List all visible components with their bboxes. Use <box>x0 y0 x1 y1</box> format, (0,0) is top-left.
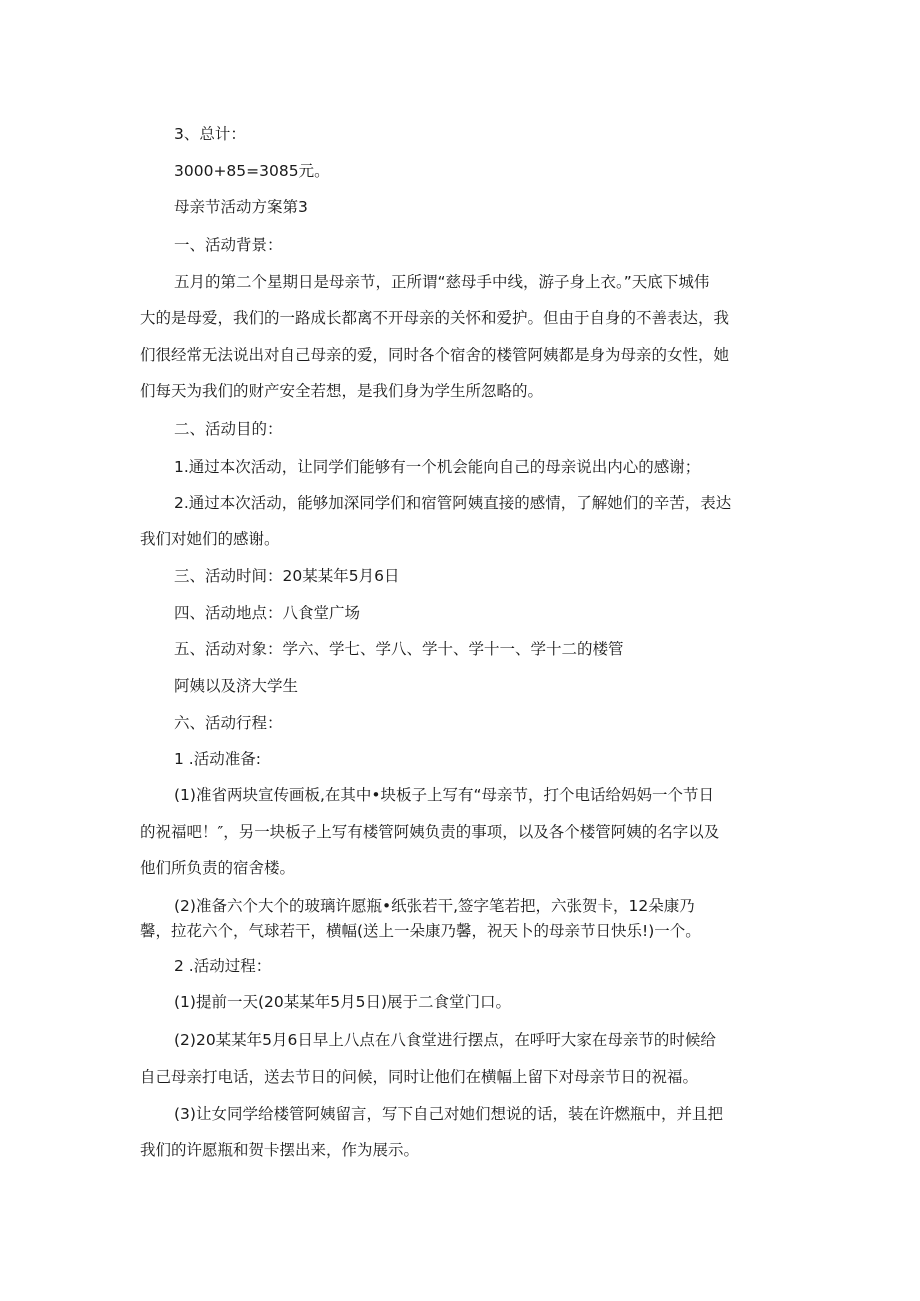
section-title: 母亲节活动方案第3 <box>174 198 308 216</box>
process-item-3-line-1: (3)让女同学给楼管阿姨留言，写下自己对她们想说的话，装在许燃瓶中，并且把 <box>174 1105 723 1123</box>
background-paragraph-line-1: 五月的第二个星期日是母亲节，正所谓“慈母手中线，游子身上衣。”天底下城伟 <box>174 273 710 291</box>
heading-background: 一、活动背景： <box>174 236 283 254</box>
preparation-item-1-line-3: 他们所负责的宿舍楼。 <box>140 859 296 877</box>
total-value: 3000+85=3085元。 <box>174 162 330 180</box>
background-paragraph-line-4: 们每天为我们的财产安全若想，是我们身为学生所忽略的。 <box>140 382 544 400</box>
process-item-2-line-2: 自己母亲打电话，送去节日的问候，同时让他们在横幅上留下对母亲节日的祝福。 <box>140 1068 699 1086</box>
preparation-heading: 1 .活动准备: <box>174 750 261 768</box>
total-heading: 3、总计： <box>174 125 246 143</box>
process-heading: 2 .活动过程： <box>174 957 272 975</box>
purpose-item-1: 1.通过本次活动，让同学们能够有一个机会能向自己的母亲说出内心的感谢； <box>174 458 701 476</box>
heading-schedule: 六、活动行程： <box>174 714 283 732</box>
process-item-2-line-1: (2)20某某年5月6日早上八点在八食堂进行摆点，在呼吁大家在母亲节的时候给 <box>174 1031 716 1049</box>
heading-time: 三、活动时间：20某某年5月6日 <box>174 567 400 585</box>
process-item-1: (1)提前一天(20某某年5月5日)展于二食堂门口。 <box>174 993 511 1011</box>
process-item-3-line-2: 我们的许愿瓶和贺卡摆出来，作为展示。 <box>140 1141 420 1159</box>
preparation-item-1-line-2: 的祝福吧！″，另一块板子上写有楼管阿姨负责的事项，以及各个楼管阿姨的名字以及 <box>140 823 720 841</box>
background-paragraph-line-2: 大的是母爱，我们的一路成长都离不开母亲的关怀和爱护。但由于自身的不善表达，我 <box>140 309 730 327</box>
preparation-item-1-line-1: (1)准省两块宣传画板,在其中•块板子上写有“母亲节，打个电话给妈妈一个节日 <box>174 786 715 804</box>
background-paragraph-line-3: 们很经常无法说出对自己母亲的爱，同时各个宿舍的楼管阿姨都是身为母亲的女性，她 <box>140 346 730 364</box>
heading-audience-line-1: 五、活动对象：学六、学七、学八、学十、学十一、学十二的楼管 <box>174 640 624 658</box>
preparation-item-2-line-2: 馨，拉花六个，气球若干，横幅(送上一朵康乃馨，祝天卜的母亲节日快乐!)一个。 <box>140 922 701 940</box>
preparation-item-2-line-1: (2)准备六个大个的玻璃许愿瓶•纸张若干,签字笔若把，六张贺卡，12朵康乃 <box>174 897 695 915</box>
heading-audience-line-2: 阿姨以及济大学生 <box>174 677 299 695</box>
heading-purpose: 二、活动目的： <box>174 420 283 438</box>
purpose-item-2-line-1: 2.通过本次活动，能够加深同学们和宿管阿姨直接的感情，了解她们的辛苦，表达 <box>174 494 732 512</box>
heading-location: 四、活动地点：八食堂广场 <box>174 604 361 622</box>
purpose-item-2-line-2: 我们对她们的感谢。 <box>140 530 280 548</box>
